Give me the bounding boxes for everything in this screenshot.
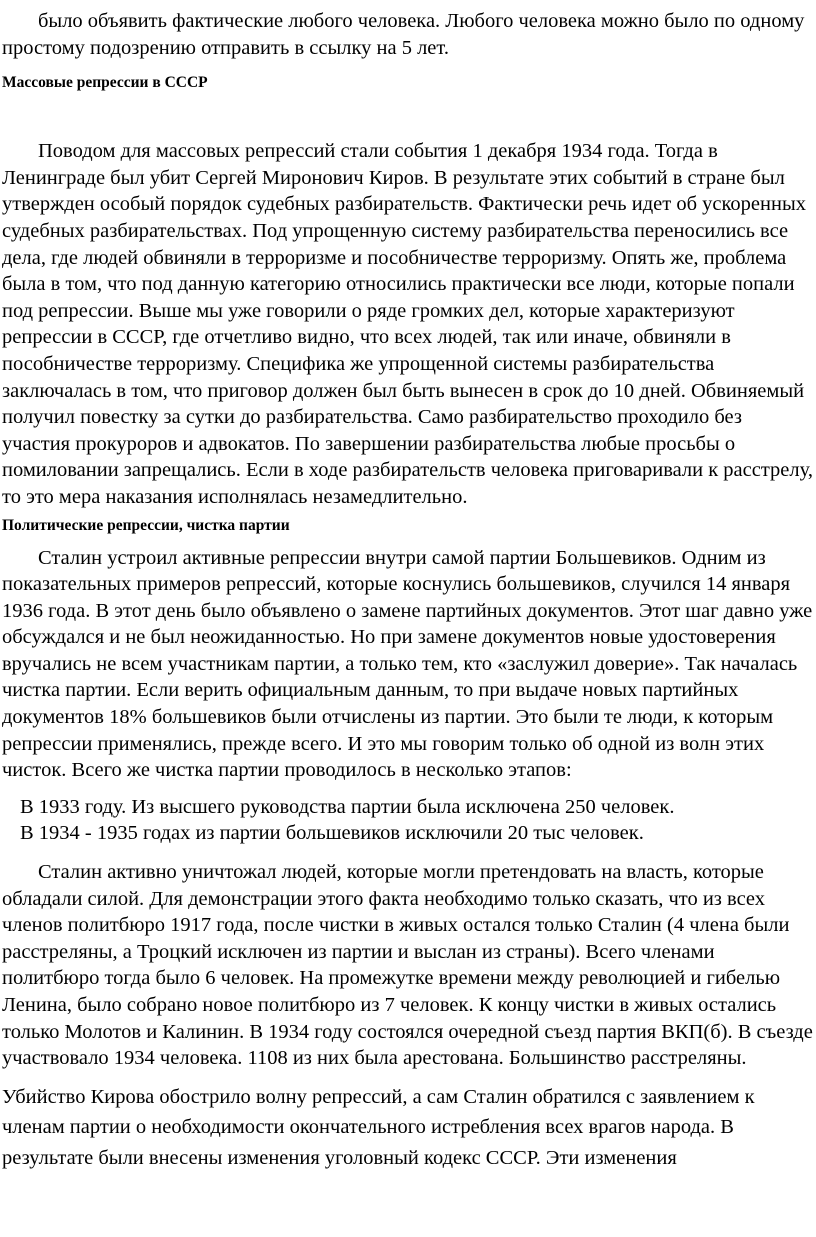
paragraph-mass-repressions: Поводом для массовых репрессий стали события 1 декабря 1934 года. Тогда в Ленинграде был убит Сергей Миронович Киров. В результате этих событий в стране был утвержден особый порядок судебных разбирательств. Фактически речь идет об ускоренных судебных разбирательствах. Под упрощенную систему разбирательства переносились все дела, где людей обвиняли в терроризме и пособничестве терроризму. Опять же, проблема была в том, что под данную категорию относились практически все люди, которые попали под репрессии. Выше мы уже говорили о ряде громких дел, которые характеризуют репрессии в СССР, где отчетливо видно, что всех людей, так или иначе, обвиняли в пособничестве терроризму. Специфика же упрощенной системы разбирательства заключалась в том, что приговор должен был быть вынесен в срок до 10 дней. Обвиняемый получил повестку за сутки до разбирательства. Само разбирательство проходило без участия прокуроров и адвокатов. По завершении разбирательства любые просьбы о помиловании запрещались. Если в ходе разбирательств человека приговаривали к расстрелу, то это мера наказания исполнялась незамедлительно.: [2, 140, 813, 508]
paragraph-kirov-murder: Убийство Кирова обострило волну репрессий, а сам Сталин обратился с заявлением к членам партии о необходимости окончательного истребления всех врагов народа. В результате были внесены изменения уголовный кодекс СССР. Эти изменения: [2, 1085, 755, 1169]
heading-mass-repressions: Массовые репрессии в СССР: [2, 74, 208, 92]
list-item: В 1934 - 1935 годах из партии большевиков исключили 20 тыс человек.: [20, 822, 644, 845]
list-item: В 1933 году. Из высшего руководства партии была исключена 250 человек.: [20, 795, 675, 818]
paragraph-stalin-politburo: Сталин активно уничтожал людей, которые могли претендовать на власть, которые обладали силой. Для демонстрации этого факта необходимо только сказать, что из всех членов политбюро 1917 года, после чистки в живых остался только Сталин (4 члена были расстреляны, а Троцкий исключен из партии и выслан из страны). Всего членами политбюро тогда было 6 человек. На промежутке времени между революцией и гибелью Ленина, было собрано новое политбюро из 7 человек. К концу чистки в живых остались только Молотов и Калинин. В 1934 году состоялся очередной съезд партия ВКП(б). В съезде участвовало 1934 человека. 1108 из них была арестована. Большинство расстреляны.: [2, 861, 813, 1070]
intro-paragraph: было объявить фактические любого человека. Любого человека можно было по одному простому подозрению отправить в ссылку на 5 лет.: [2, 10, 805, 59]
paragraph-party-purge: Сталин устроил активные репрессии внутри самой партии Большевиков. Одним из показательных примеров репрессий, которые коснулись большевиков, случился 14 января 1936 года. В этот день было объявлено о замене партийных документов. Этот шаг давно уже обсуждался и не был неожиданностью. Но при замене документов новые удостоверения вручались не всем участникам партии, а только тем, кто «заслужил доверие». Так началась чистка партии. Если верить официальным данным, то при выдаче новых партийных документов 18% большевиков были отчислены из партии. Это были те люди, к которым репрессии применялись, прежде всего. И это мы говорим только об одной из волн этих чисток. Всего же чистка партии проводилось в несколько этапов:: [2, 546, 813, 782]
heading-political-repressions: Политические репрессии, чистка партии: [2, 516, 290, 534]
